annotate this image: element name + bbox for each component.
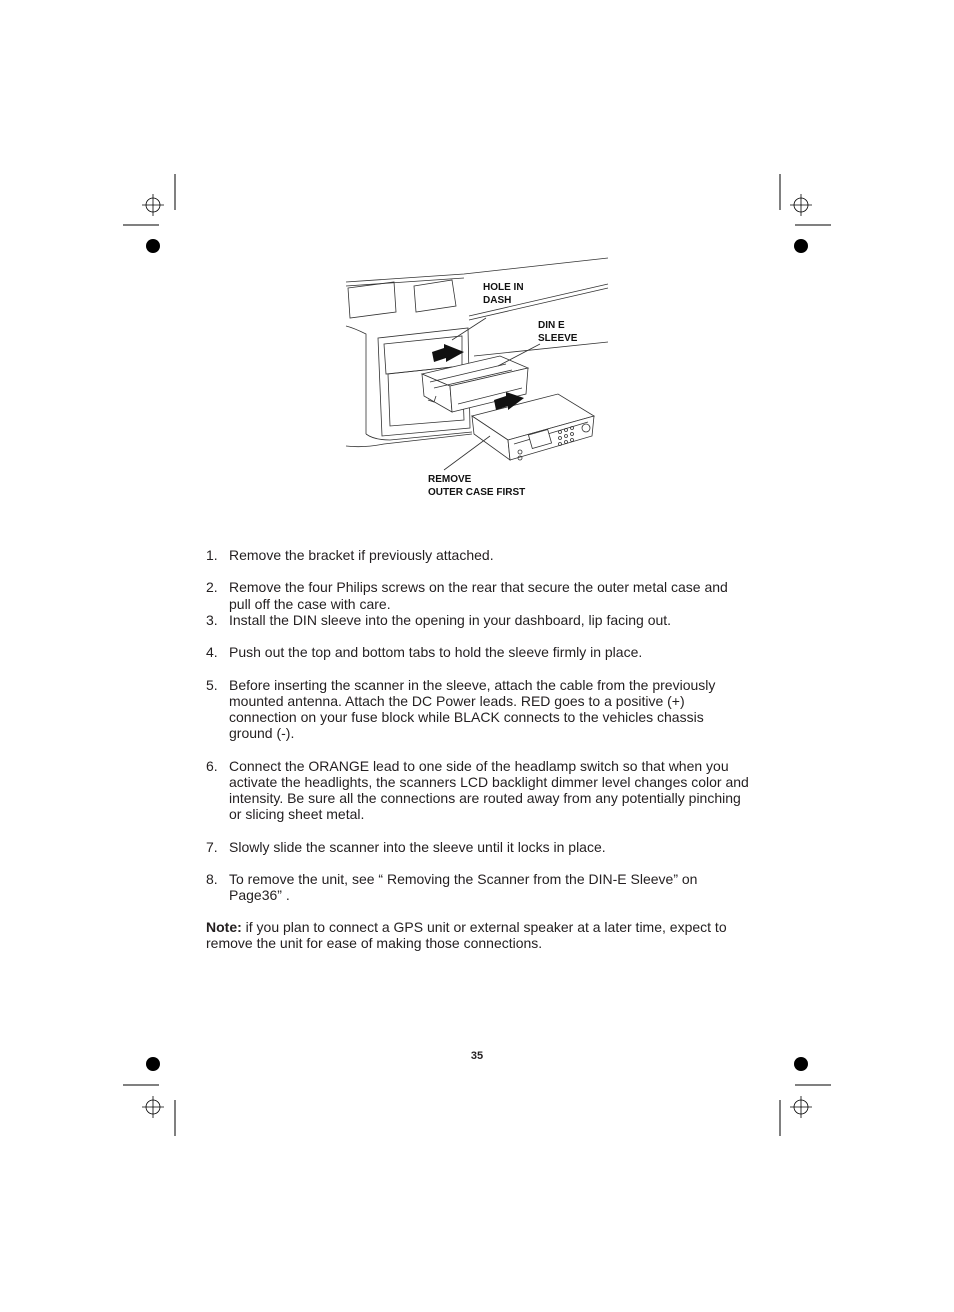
note-label: Note: (206, 919, 242, 935)
label-remove-outer-case: REMOVE OUTER CASE FIRST (428, 474, 526, 498)
list-item (206, 839, 751, 855)
step-text: Remove the four Philips screws on the rear that secure the outer metal case and pull off the case with care. (229, 579, 728, 612)
note-paragraph (206, 919, 751, 951)
step-number: 2. (206, 579, 218, 596)
list-item (206, 644, 751, 660)
list-item (206, 677, 751, 742)
step-number: 6. (206, 757, 218, 774)
step-number: 3. (206, 611, 218, 628)
din-installation-figure (344, 256, 612, 504)
list-item (206, 547, 751, 563)
dashboard-illustration (344, 256, 612, 504)
installation-steps (206, 547, 751, 903)
step-text: Install the DIN sleeve into the opening in your dashboard, lip facing out. (229, 611, 672, 628)
step-text: To remove the unit, see “ Removing the Scanner from the DIN-E Sleeve” on Page36” . (229, 870, 698, 904)
step-number: 7. (206, 838, 218, 855)
label-hole-in-dash: HOLE IN DASH (483, 282, 524, 306)
step-number: 1. (206, 547, 218, 563)
crop-mark-top-left (120, 172, 180, 256)
step-text: Before inserting the scanner in the sleeve, attach the cable from the previously mounted antenna. Attach the DC Power leads. RED goes to a positive (+) connection on your fuse block while BLACK connects to the vehicles chassis ground (-). (229, 676, 716, 742)
label-din-e-sleeve: DIN E SLEEVE (538, 320, 578, 344)
crop-mark-top-right (774, 172, 834, 256)
step-text: Slowly slide the scanner into the sleeve until it locks in place. (229, 838, 606, 855)
step-text: Push out the top and bottom tabs to hold the sleeve firmly in place. (229, 644, 643, 661)
crop-mark-bottom-right (774, 1054, 834, 1138)
list-item (206, 612, 751, 628)
step-text: Remove the bracket if previously attached. (229, 547, 494, 563)
page-number: 35 (470, 1050, 484, 1062)
list-item (206, 871, 751, 903)
step-number: 4. (206, 644, 218, 661)
step-number: 5. (206, 676, 218, 693)
insert-arrow-sleeve (432, 344, 464, 362)
list-item (206, 758, 751, 823)
list-item (206, 579, 751, 611)
step-number: 8. (206, 870, 218, 887)
crop-mark-bottom-left (120, 1054, 180, 1138)
note-text: if you plan to connect a GPS unit or external speaker at a later time, expect to remove the unit for ease of making those connections. (206, 919, 727, 952)
step-text: Connect the ORANGE lead to one side of the headlamp switch so that when you activate the headlights, the scanners LCD backlight dimmer level changes color and intensity. Be sure all the connections are routed away from any potentially pinching or slicing sheet metal. (229, 757, 749, 823)
